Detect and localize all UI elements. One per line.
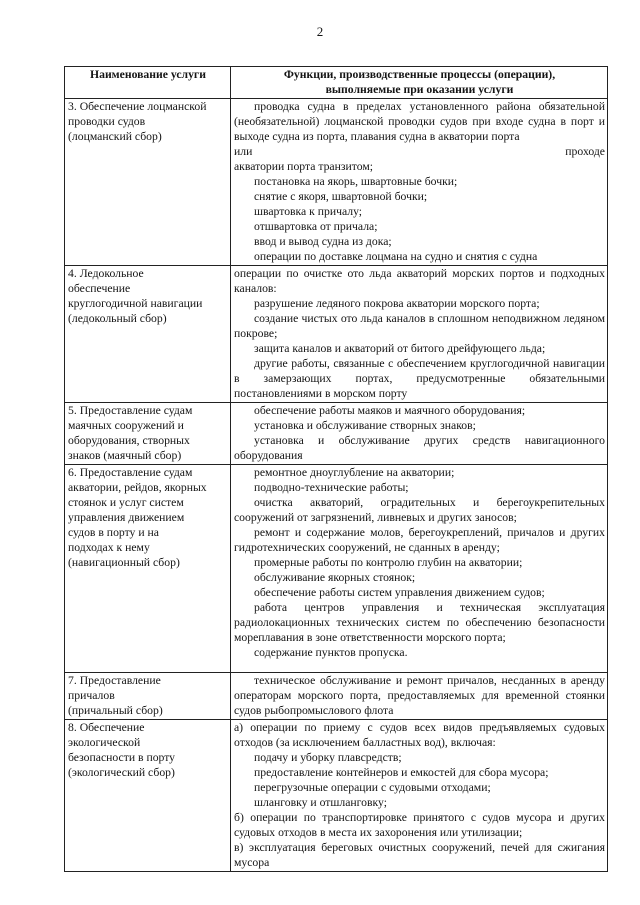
function-item: установка и обслуживание створных знаков; (254, 419, 476, 432)
function-item: содержание пунктов пропуска. (254, 646, 408, 659)
function-item: другие работы, связанные с обеспечением круглогодичной навигации в замерзающих портах, предусмотренные обязательными постановлениями в морском порту (234, 357, 605, 400)
table-header-row (65, 67, 608, 99)
service-name-line: (навигационный сбор) (68, 556, 180, 569)
function-item: защита каналов и акваторий от битого дрейфующего льда; (254, 342, 546, 355)
service-name-line: 6. Предоставление судам (68, 466, 193, 479)
service-name-line: обеспечение (68, 282, 131, 295)
service-name-cell (65, 99, 231, 266)
table-row (65, 99, 608, 266)
service-name-line: 3. Обеспечение лоцманской (68, 100, 207, 113)
service-name-line: судов в порту и на (68, 526, 159, 539)
functions-header (231, 67, 608, 99)
function-item: отшвартовка от причала; (254, 220, 378, 233)
service-name-line: 8. Обеспечение (68, 721, 145, 734)
functions-cell (231, 720, 608, 872)
function-item: ремонтное дноуглубление на акватории; (254, 466, 455, 479)
function-item: в) эксплуатация береговых очистных сооружений, печей для сжигания мусора (234, 841, 605, 869)
service-name-line: (причальный сбор) (68, 704, 163, 717)
function-item: операции по доставке лоцмана на судно и снятия с судна (254, 250, 538, 263)
function-item: разрушение ледяного покрова акватории морского порта; (254, 297, 540, 310)
service-name-line: подходах к нему (68, 541, 150, 554)
service-name-line: (экологический сбор) (68, 766, 175, 779)
service-name-cell (65, 403, 231, 465)
function-item: шланговку и отшланговку; (254, 796, 387, 809)
service-name-cell (65, 720, 231, 872)
service-name-line: знаков (маячный сбор) (68, 449, 182, 462)
function-item: акватории порта транзитом; (234, 160, 373, 173)
function-item: постановка на якорь, швартовные бочки; (254, 175, 458, 188)
functions-cell (231, 465, 608, 673)
function-item: а) операции по приему с судов всех видов предъявляемых судовых отходов (за исключением балластных вод), включая: (234, 721, 605, 749)
function-item: подводно-технические работы; (254, 481, 409, 494)
service-name-line: круглогодичной навигации (68, 297, 203, 310)
service-name-line: причалов (68, 689, 115, 702)
function-item: обеспечение работы систем управления движением судов; (254, 586, 545, 599)
table-row (65, 720, 608, 872)
service-name-line: проводки судов (68, 115, 146, 128)
function-item: работа центров управления и техническая эксплуатация радиолокационных технических систем по обеспечению безопасности мореплавания в зоне ответственности морского порта; (234, 601, 605, 644)
functions-cell (231, 403, 608, 465)
function-item: создание чистых ото льда каналов в сплошном неподвижном ледяном покрове; (234, 312, 605, 340)
service-name-line: маячных сооружений и (68, 419, 184, 432)
table-row (65, 673, 608, 720)
service-name-cell (65, 266, 231, 403)
functions-cell (231, 99, 608, 266)
services-table (64, 66, 608, 872)
function-item: техническое обслуживание и ремонт причалов, несданных в аренду операторам морского порта, предоставляемых для временной стоянки судов рыбопромыслового флота (234, 674, 605, 717)
service-name-line: 5. Предоставление судам (68, 404, 193, 417)
table-row (65, 465, 608, 673)
function-item (234, 144, 605, 159)
service-name-line: оборудования, створных (68, 434, 190, 447)
function-item: перегрузочные операции с судовыми отходами; (254, 781, 491, 794)
service-name-header: Наименование услуги (65, 67, 231, 99)
service-name-line: управления движением (68, 511, 185, 524)
function-item: швартовка к причалу; (254, 205, 363, 218)
functions-header-line: выполняемые при оказании услуги (325, 83, 514, 96)
service-name-line: 7. Предоставление (68, 674, 161, 687)
table-row (65, 403, 608, 465)
service-name-line: стоянок и услуг систем (68, 496, 184, 509)
function-item: б) операции по транспортировке принятого с судов мусора и других судовых отходов в места их захоронения или утилизации; (234, 811, 605, 839)
function-item: операции по очистке ото льда акваторий морских портов и подходных каналов: (234, 267, 605, 295)
table-row (65, 266, 608, 403)
function-fragment: или (234, 145, 253, 158)
function-item: очистка акваторий, оградительных и берегоукрепительных сооружений от загрязнений, ливневых и других заносов; (234, 496, 605, 524)
service-name-line: экологической (68, 736, 141, 749)
service-name-line: 4. Ледокольное (68, 267, 144, 280)
function-item: обеспечение работы маяков и маячного оборудования; (254, 404, 526, 417)
function-item: установка и обслуживание других средств навигационного оборудования (234, 434, 605, 462)
function-item: ввод и вывод судна из дока; (254, 235, 392, 248)
service-name-line: (лоцманский сбор) (68, 130, 162, 143)
service-name-cell (65, 673, 231, 720)
function-item: снятие с якоря, швартовной бочки; (254, 190, 428, 203)
function-item: проводка судна в пределах установленного района обязательной (необязательной) лоцманской проводки судов при входе судна в порт и выходе судна из порта, плавания судна в акватории порта (234, 100, 605, 143)
function-item: предоставление контейнеров и емкостей для сбора мусора; (254, 766, 549, 779)
service-name-line: безопасности в порту (68, 751, 176, 764)
functions-header-line: Функции, производственные процессы (операции), (283, 68, 556, 81)
function-item: ремонт и содержание молов, берегоукреплений, причалов и других гидротехнических сооружений, не сданных в аренду; (234, 526, 605, 554)
service-name-line: акватории, рейдов, якорных (68, 481, 207, 494)
functions-cell (231, 673, 608, 720)
service-name-line: (ледокольный сбор) (68, 312, 167, 325)
page-number: 2 (316, 24, 324, 39)
function-item: промерные работы по контролю глубин на акватории; (254, 556, 523, 569)
service-name-cell (65, 465, 231, 673)
function-item: обслуживание якорных стоянок; (254, 571, 416, 584)
function-item: подачу и уборку плавсредств; (254, 751, 402, 764)
function-fragment: проходе (565, 145, 605, 158)
functions-cell (231, 266, 608, 403)
